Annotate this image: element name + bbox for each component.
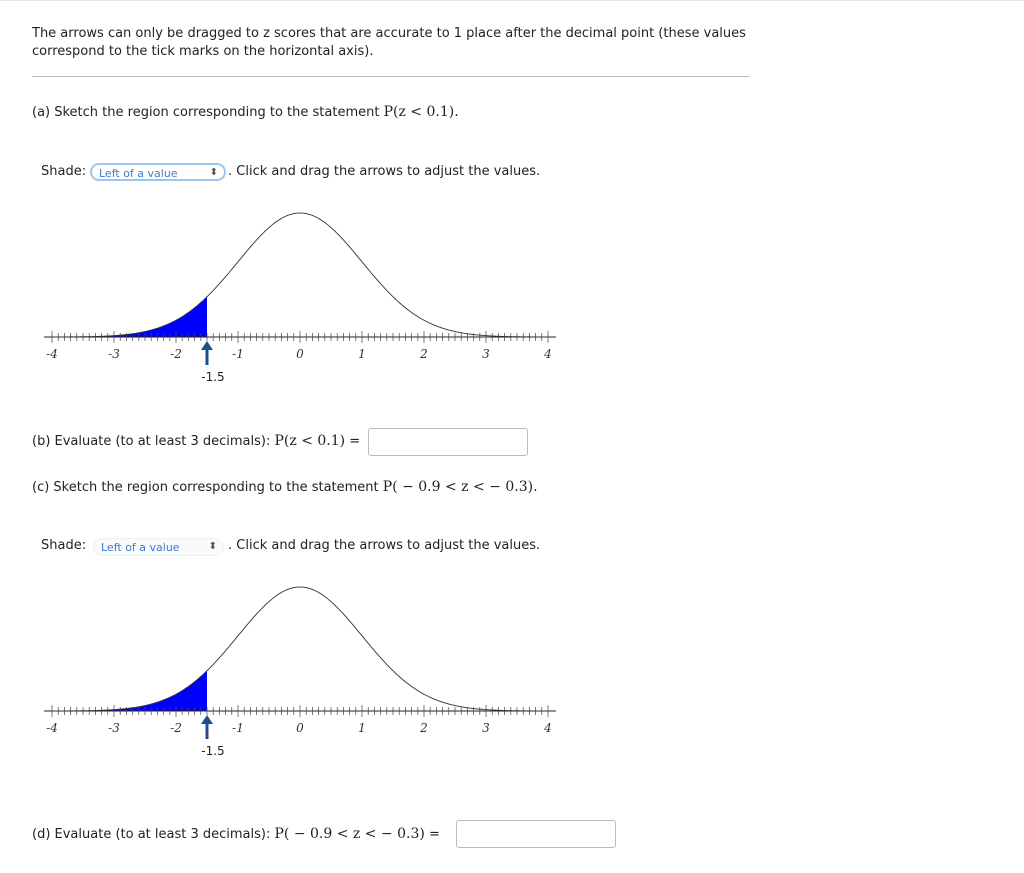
part-b-prefix: (b) Evaluate (to at least 3 decimals): bbox=[32, 434, 275, 449]
arrow-up-icon bbox=[201, 715, 213, 724]
tick-label: 0 bbox=[296, 347, 304, 361]
tick-label: -3 bbox=[108, 347, 120, 361]
tick-label: -2 bbox=[170, 347, 182, 361]
part-c-instruction: . Click and drag the arrows to adjust the values. bbox=[228, 538, 541, 553]
tick-label: 2 bbox=[420, 347, 428, 361]
tick-label: 0 bbox=[296, 721, 304, 735]
shaded-region bbox=[52, 671, 207, 711]
tick-label: 3 bbox=[482, 721, 490, 735]
drag-arrow-handle[interactable] bbox=[201, 341, 213, 365]
intro-text: The arrows can only be dragged to z scores that are accurate to 1 place after the decimal point (these values correspond to the tick marks on the horizontal axis). bbox=[32, 26, 746, 59]
part-d-statement bbox=[32, 826, 440, 842]
part-b-answer-input[interactable] bbox=[368, 428, 528, 456]
part-d-equals: = bbox=[428, 827, 440, 842]
arrow-up-icon bbox=[201, 341, 213, 350]
arrow-value-label: -1.5 bbox=[201, 744, 225, 758]
part-a-math: P(z < 0.1). bbox=[383, 104, 459, 120]
part-a-select-value: Left of a value bbox=[99, 167, 178, 180]
normal-curve bbox=[52, 213, 548, 337]
part-a-prefix: (a) Sketch the region corresponding to the statement bbox=[32, 105, 384, 120]
part-d-answer-input[interactable] bbox=[456, 820, 616, 848]
part-c-prefix: (c) Sketch the region corresponding to the statement bbox=[32, 480, 383, 495]
tick-label: 1 bbox=[358, 347, 366, 361]
tick-label: -2 bbox=[170, 721, 182, 735]
part-c-shade-select[interactable] bbox=[93, 538, 224, 556]
tick-label: 2 bbox=[420, 721, 428, 735]
part-b-equals: = bbox=[349, 434, 361, 449]
part-d-prefix: (d) Evaluate (to at least 3 decimals): bbox=[32, 827, 275, 842]
part-d-math: P( − 0.9 < z < − 0.3) bbox=[274, 826, 425, 842]
part-c-normal-plot[interactable] bbox=[36, 579, 556, 759]
part-c-shade-label: Shade: bbox=[41, 538, 87, 553]
tick-label: 4 bbox=[544, 347, 552, 361]
part-c-math: P( − 0.9 < z < − 0.3). bbox=[382, 479, 538, 495]
tick-label: -1 bbox=[232, 721, 244, 735]
tick-label: -1 bbox=[232, 347, 244, 361]
drag-arrow-handle[interactable] bbox=[201, 715, 213, 739]
part-a-normal-plot[interactable] bbox=[36, 205, 556, 385]
top-divider bbox=[0, 0, 1024, 1]
chevron-up-down-icon: ⬍ bbox=[208, 541, 217, 552]
tick-label: -3 bbox=[108, 721, 120, 735]
tick-label: 4 bbox=[544, 721, 552, 735]
shaded-region bbox=[52, 297, 207, 337]
part-a-shade-select[interactable] bbox=[90, 163, 226, 181]
section-divider bbox=[32, 76, 750, 77]
tick-label: 1 bbox=[358, 721, 366, 735]
part-a-shade-label: Shade: bbox=[41, 164, 87, 179]
part-c-statement bbox=[32, 479, 538, 495]
chevron-up-down-icon: ⬍ bbox=[209, 167, 218, 178]
part-a-instruction: . Click and drag the arrows to adjust the values. bbox=[228, 164, 541, 179]
part-b-statement bbox=[32, 433, 360, 449]
tick-label: -4 bbox=[46, 347, 58, 361]
tick-label: -4 bbox=[46, 721, 58, 735]
arrow-value-label: -1.5 bbox=[201, 370, 225, 384]
part-a-statement bbox=[32, 104, 459, 120]
normal-curve bbox=[52, 587, 548, 711]
tick-label: 3 bbox=[482, 347, 490, 361]
part-c-select-value: Left of a value bbox=[101, 541, 180, 554]
part-b-math: P(z < 0.1) bbox=[274, 433, 346, 449]
